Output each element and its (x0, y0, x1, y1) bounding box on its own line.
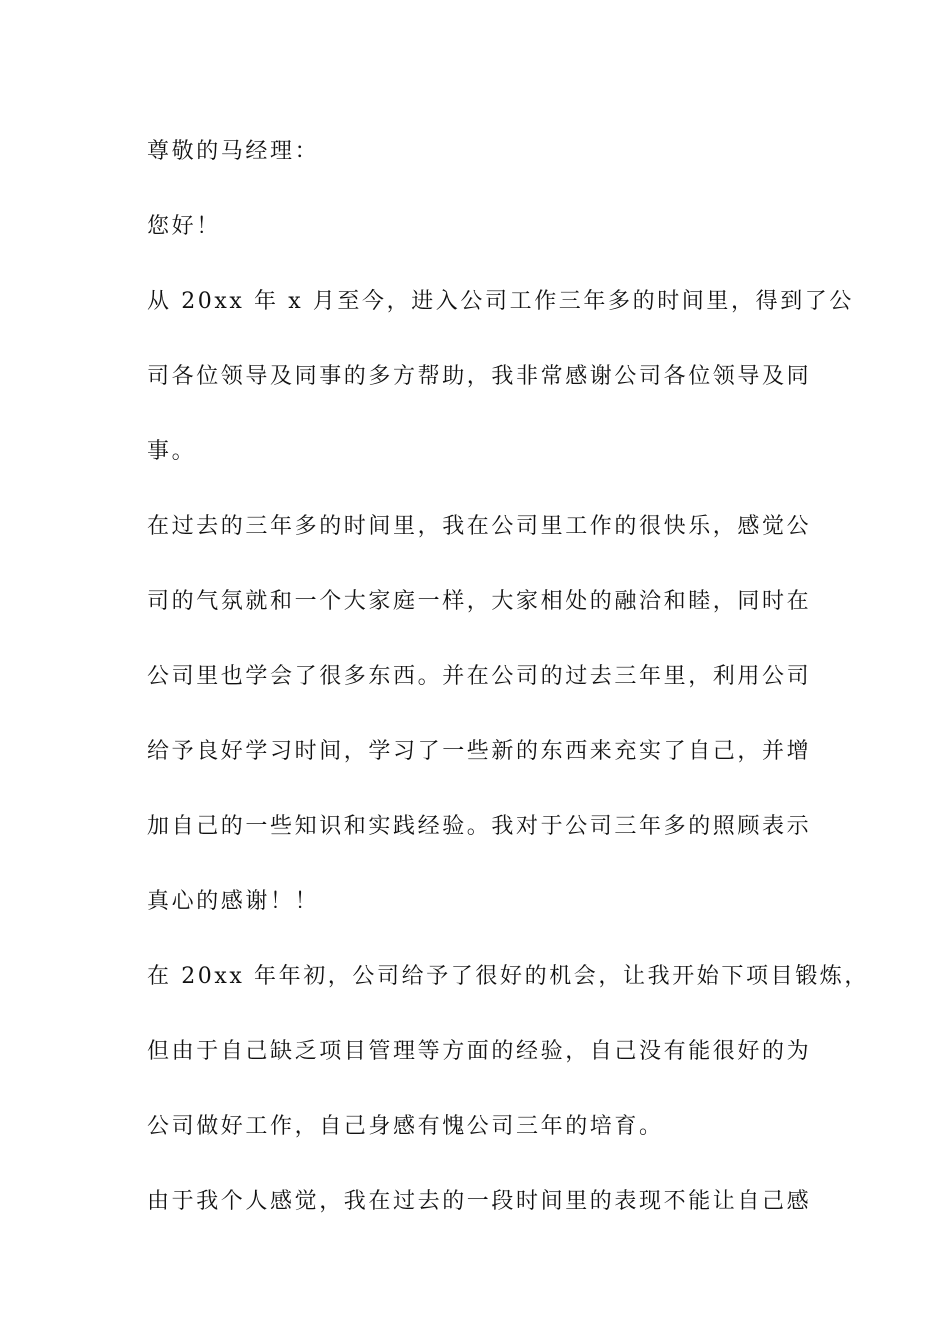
body-text-line: 加自己的一些知识和实践经验。我对于公司三年多的照顾表示 (147, 814, 812, 839)
body-text-line: 公司里也学会了很多东西。并在公司的过去三年里，利用公司 (147, 664, 812, 689)
body-text-line: 真心的感谢！！ (147, 889, 320, 914)
body-text-line: 事。 (147, 439, 197, 464)
body-text-line: 公司做好工作，自己身感有愧公司三年的培育。 (147, 1114, 664, 1139)
body-text-line: 司的气氛就和一个大家庭一样，大家相处的融洽和睦，同时在 (147, 589, 812, 614)
body-text-line: 但由于自己缺乏项目管理等方面的经验，自己没有能很好的为 (147, 1039, 812, 1064)
body-text-line: 给予良好学习时间，学习了一些新的东西来充实了自己，并增 (147, 739, 812, 764)
greeting-line: 您好！ (147, 214, 221, 239)
salutation-line: 尊敬的马经理： (147, 139, 320, 164)
body-text-line: 由于我个人感觉，我在过去的一段时间里的表现不能让自己感 (147, 1189, 812, 1214)
body-text-line: 在 20xx 年年初，公司给予了很好的机会，让我开始下项目锻炼， (147, 964, 869, 989)
body-text-line: 司各位领导及同事的多方帮助，我非常感谢公司各位领导及同 (147, 364, 812, 389)
body-text-line: 在过去的三年多的时间里，我在公司里工作的很快乐，感觉公 (147, 514, 812, 539)
body-text-line: 从 20xx 年 x 月至今，进入公司工作三年多的时间里，得到了公 (147, 289, 854, 314)
